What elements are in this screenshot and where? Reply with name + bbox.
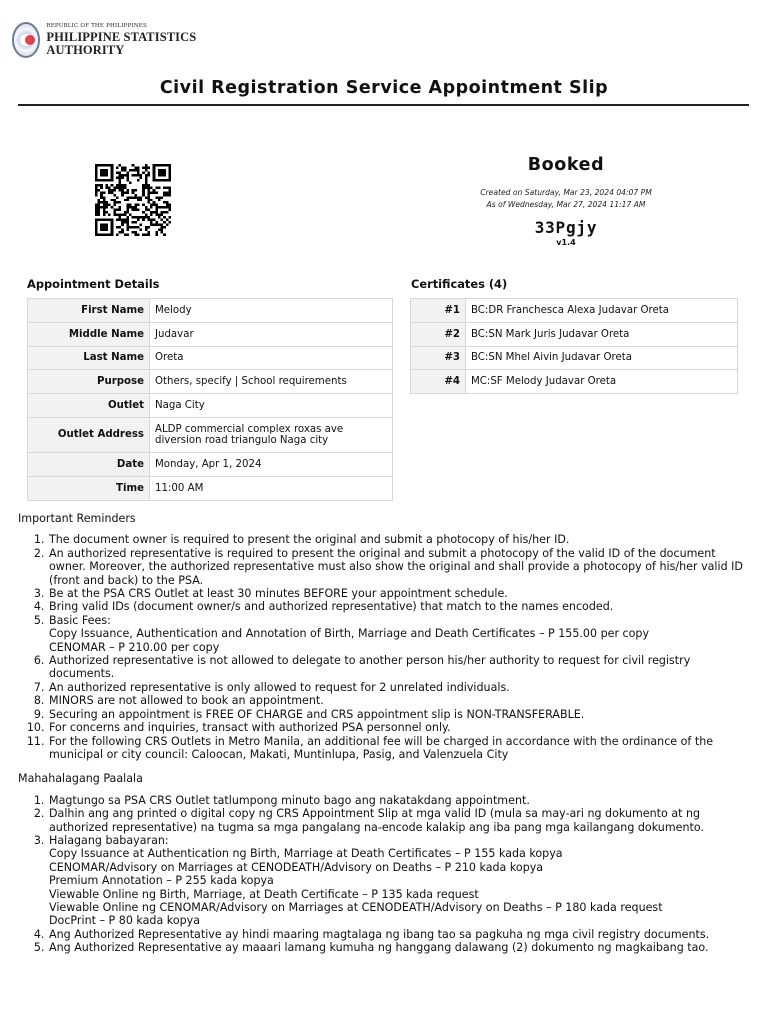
title-divider	[18, 104, 749, 106]
certificate-number: #1	[411, 299, 466, 323]
certificate-name: BC:DR Franchesca Alexa Judavar Oreta	[466, 299, 738, 323]
row-value: Judavar	[150, 322, 393, 346]
certificate-name: BC:SN Mhel Aivin Judavar Oreta	[466, 346, 738, 370]
qr-code-icon	[95, 164, 171, 236]
table-row	[28, 417, 393, 452]
logo-text	[46, 24, 222, 57]
created-on-text: Created on Saturday, Mar 23, 2024 04:07 PM	[480, 188, 652, 197]
table-row	[28, 476, 393, 500]
list-item: 9. Securing an appointment is FREE OF CHARGE and CRS appointment slip is NON-TRANSFERABLE.	[48, 708, 754, 721]
as-of-text: As of Wednesday, Mar 27, 2024 11:17 AM	[486, 200, 646, 209]
certificate-name: BC:SN Mark Juris Judavar Oreta	[466, 322, 738, 346]
certificates-table	[410, 298, 738, 394]
table-row	[28, 322, 393, 346]
list-item: 3. Halagang babayaran: Copy Issuance at Authentication ng Birth, Marriage at Death Certificates – P 155 kada kopya CENOMAR/Advisory on Marriages at CENODEATH/Advisory on Deaths – P 210 kada kopya Premium Annotation – P 255 kada kopya Viewable Online ng Birth, Marriage, at Death Certificate – P 135 kada request Viewable Online ng CENOMAR/Advisory on Marriages at CENODEATH/Advisory on Deaths – P 180 kada request DocPrint – P 80 kada kopya	[48, 834, 754, 928]
row-value: ALDP commercial complex roxas ave diversion road triangulo Naga city	[150, 417, 393, 452]
row-value: Naga City	[150, 394, 393, 418]
row-value: 11:00 AM	[150, 476, 393, 500]
reference-code: 33Pgjy	[534, 218, 598, 237]
list-item: 11. For the following CRS Outlets in Metro Manila, an additional fee will be charged in accordance with the ordinance of the municipal or city council: Caloocan, Makati, Muntinlupa, Pasig, and Valenzuela City	[48, 735, 754, 762]
table-row	[411, 346, 738, 370]
table-row	[411, 299, 738, 323]
table-row	[28, 394, 393, 418]
important-reminders-heading: Important Reminders	[18, 512, 136, 525]
row-label: Outlet Address	[28, 417, 150, 452]
list-item: 10. For concerns and inquiries, transact with authorized PSA personnel only.	[48, 721, 754, 734]
table-row	[411, 370, 738, 394]
certificate-number: #4	[411, 370, 466, 394]
row-label: First Name	[28, 299, 150, 323]
certificate-number: #2	[411, 322, 466, 346]
row-value: Melody	[150, 299, 393, 323]
appointment-details-heading: Appointment Details	[27, 277, 160, 291]
paalala-list	[18, 794, 754, 955]
psa-logo	[12, 18, 222, 62]
table-row	[28, 299, 393, 323]
row-label: Time	[28, 476, 150, 500]
list-item: 1. Magtungo sa PSA CRS Outlet tatlumpong minuto bago ang nakatakdang appointment.	[48, 794, 754, 807]
certificate-number: #3	[411, 346, 466, 370]
logo-republic-text: REPUBLIC OF THE PHILIPPINES	[46, 22, 147, 29]
table-row	[411, 322, 738, 346]
list-item: 7. An authorized representative is only allowed to request for 2 unrelated individuals.	[48, 681, 754, 694]
row-label: Date	[28, 452, 150, 476]
table-row	[28, 370, 393, 394]
booking-status: Booked	[527, 155, 605, 175]
list-item: 4. Ang Authorized Representative ay hindi maaring magtalaga ng ibang tao sa pagkuha ng mga civil registry documents.	[48, 928, 754, 941]
row-label: Outlet	[28, 394, 150, 418]
list-item: 5. Basic Fees: Copy Issuance, Authentication and Annotation of Birth, Marriage and Death Certificates – P 155.00 per copy CENOMAR – P 210.00 per copy	[48, 614, 754, 654]
row-label: Last Name	[28, 346, 150, 370]
list-item: 4. Bring valid IDs (document owner/s and authorized representative) that match to the names encoded.	[48, 600, 754, 613]
row-value: Others, specify | School requirements	[150, 370, 393, 394]
list-item: 8. MINORS are not allowed to book an appointment.	[48, 694, 754, 707]
appointment-details-table	[27, 298, 393, 501]
row-label: Middle Name	[28, 322, 150, 346]
table-row	[28, 346, 393, 370]
table-row	[28, 452, 393, 476]
important-reminders-list	[18, 533, 754, 761]
list-item: 1. The document owner is required to present the original and submit a photocopy of his/her ID.	[48, 533, 754, 546]
row-value: Monday, Apr 1, 2024	[150, 452, 393, 476]
row-label: Purpose	[28, 370, 150, 394]
logo-agency-text: PHILIPPINE STATISTICS AUTHORITY	[46, 30, 197, 57]
list-item: 3. Be at the PSA CRS Outlet at least 30 minutes BEFORE your appointment schedule.	[48, 587, 754, 600]
psa-seal-icon	[12, 22, 40, 58]
list-item: 5. Ang Authorized Representative ay maaari lamang kumuha ng hanggang dalawang (2) dokumento ng magkaibang tao.	[48, 941, 754, 954]
version-label: v1.4	[556, 238, 576, 247]
reminders-section	[18, 512, 754, 966]
list-item: 2. Dalhin ang ang printed o digital copy ng CRS Appointment Slip at mga valid ID (mula sa may-ari ng dokumento at ng authorized representative) na tugma sa mga pangalang na-encode kalakip ang iba pang mga kailangang dokumento.	[48, 807, 754, 834]
certificates-heading: Certificates (4)	[411, 277, 508, 291]
list-item: 6. Authorized representative is not allowed to delegate to another person his/her authority to request for civil registry documents.	[48, 654, 754, 681]
list-item: 2. An authorized representative is required to present the original and submit a photocopy of the valid ID of the document owner. Moreover, the authorized representative must also show the original and shall provide a photocopy of his/her valid ID (front and back) to the PSA.	[48, 547, 754, 587]
paalala-heading: Mahahalagang Paalala	[18, 772, 143, 786]
row-value: Oreta	[150, 346, 393, 370]
certificate-name: MC:SF Melody Judavar Oreta	[466, 370, 738, 394]
page-title: Civil Registration Service Appointment Slip	[159, 78, 609, 98]
